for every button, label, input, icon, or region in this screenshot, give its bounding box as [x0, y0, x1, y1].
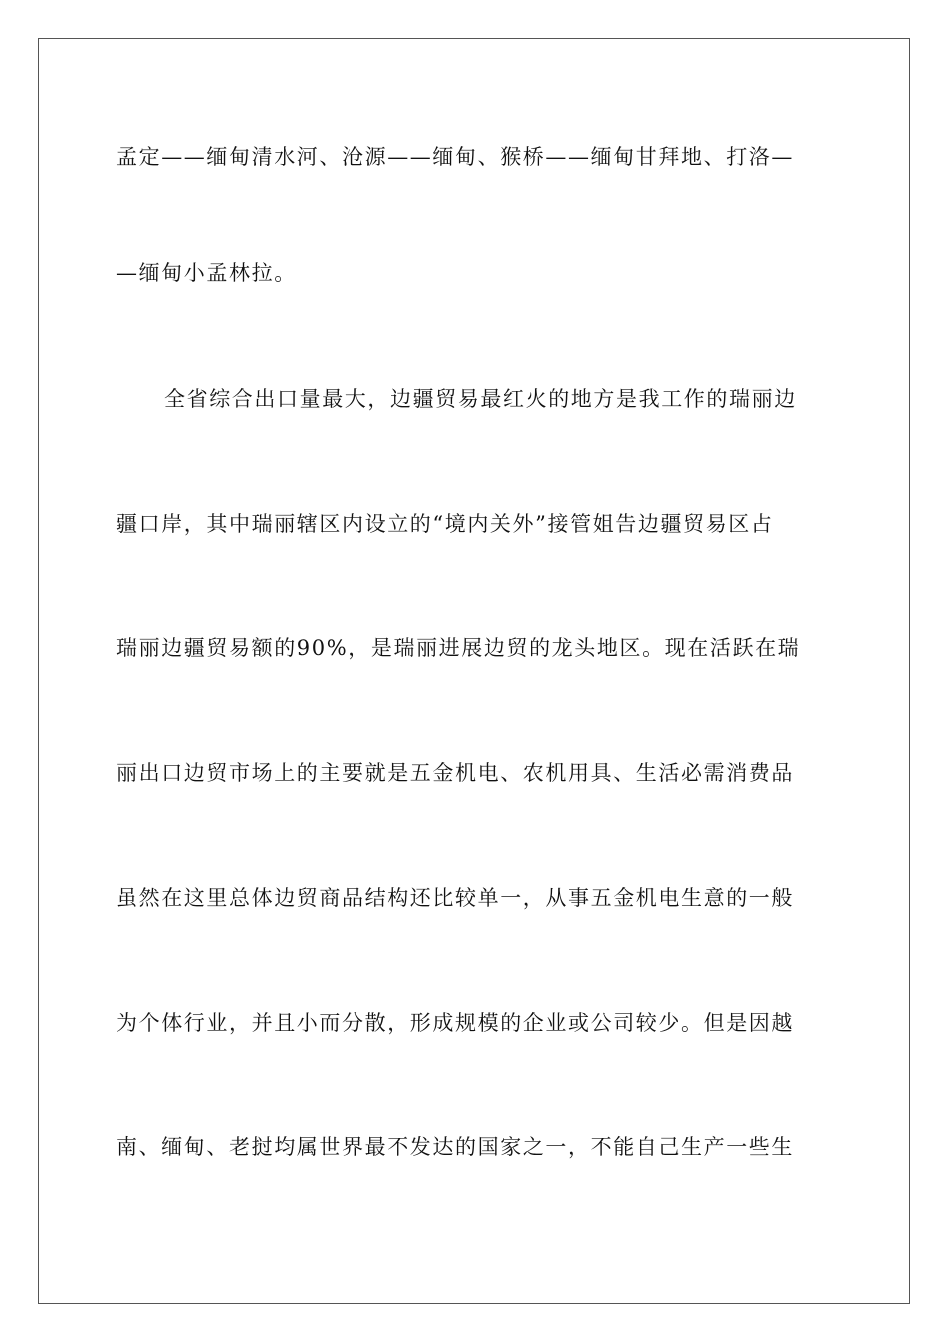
text-line-1: 孟定——缅甸清水河、沧源——缅甸、猴桥——缅甸甘拜地、打洛— [116, 145, 794, 169]
text-line-9: 南、缅甸、老挝均属世界最不发达的国家之一，不能自己生产一些生 [116, 1135, 794, 1159]
text-line-6: 丽出口边贸市场上的主要就是五金机电、农机用具、生活必需消费品 [116, 761, 794, 785]
text-line-7: 虽然在这里总体边贸商品结构还比较单一，从事五金机电生意的一般 [116, 886, 794, 910]
text-line-4: 疆口岸，其中瑞丽辖区内设立的“境内关外”接管姐告边疆贸易区占 [116, 512, 774, 536]
text-line-2: —缅甸小孟林拉。 [116, 261, 297, 285]
text-line-5: 瑞丽边疆贸易额的90%，是瑞丽进展边贸的龙头地区。现在活跃在瑞 [116, 636, 801, 660]
page-border [38, 38, 910, 1304]
text-line-8: 为个体行业，并且小而分散，形成规模的企业或公司较少。但是因越 [116, 1011, 794, 1035]
text-line-3: 全省综合出口量最大，边疆贸易最红火的地方是我工作的瑞丽边 [164, 387, 797, 411]
